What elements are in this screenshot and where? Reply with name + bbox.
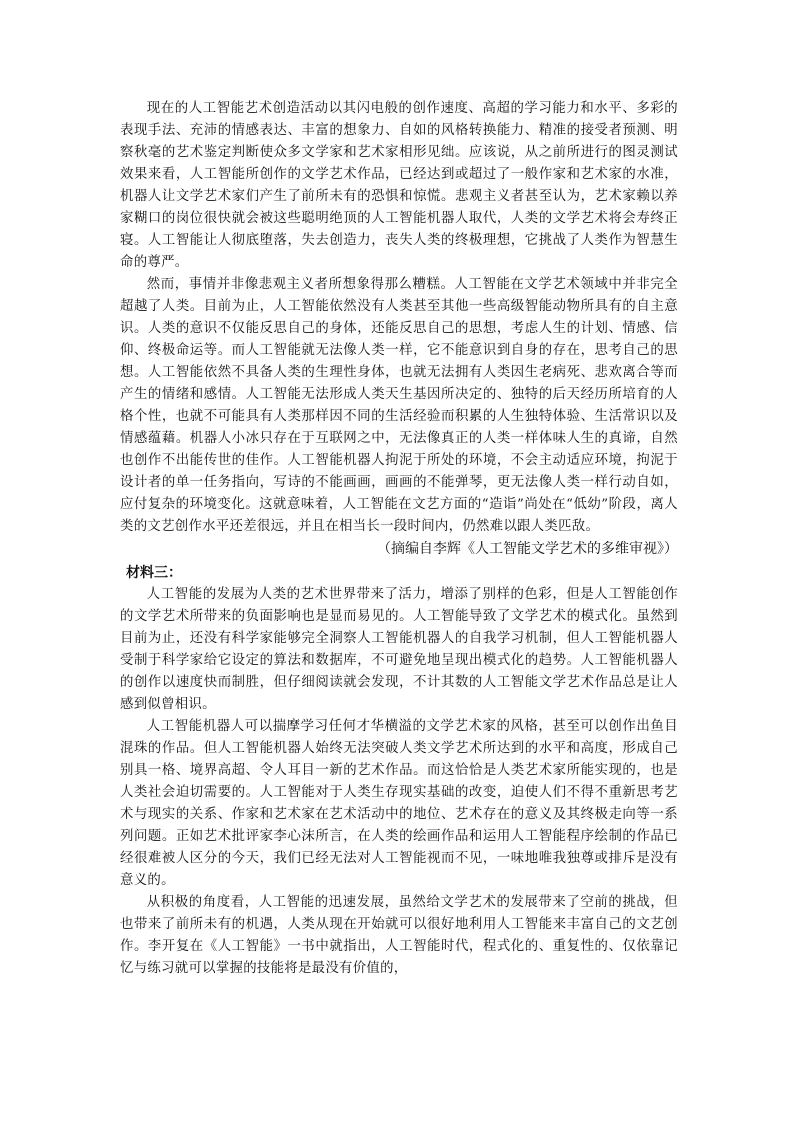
section-heading: 材料三： xyxy=(126,565,182,581)
paragraph: 现在的人工智能艺术创造活动以其闪电般的创作速度、高超的学习能力和水平、多彩的表现手法、充沛的情感表达、丰富的想象力、自如的风格转换能力、精准的接受者预测、明察秋毫的艺术鉴定判断使众多文学家和艺术家相形见绌。应该说，从之前所进行的图灵测试效果来看，人工智能所创作的文学艺术作品，已经达到或超过了一般作家和艺术家的水准，机器人让文学艺术家们产生了前所未有的恐惧和惊慌。悲观主义者甚至认为，艺术家赖以养家糊口的岗位很快就会被这些聪明绝顶的人工智能机器人取代，人类的文学艺术将会寿终正寝。人工智能让人彻底堕落，失去创造力，丧失人类的终极理想，它挑战了人类作为智慧生命的尊严。 xyxy=(120,101,678,270)
document-page xyxy=(120,98,678,980)
paragraph: 人工智能的发展为人类的艺术世界带来了活力，增添了别样的色彩，但是人工智能创作的文学艺术所带来的负面影响也是显而易见的。人工智能导致了文学艺术的模式化。虽然到目前为止，还没有科学家能够完全洞察人工智能机器人的自我学习机制，但人工智能机器人受制于科学家给它设定的算法和数据库，不可避免地呈现出模式化的趋势。人工智能机器人的创作以速度快而制胜，但仔细阅读就会发现，不计其数的人工智能文学艺术作品总是让人感到似曾相识。 xyxy=(120,587,678,712)
paragraph: 然而，事情并非像悲观主义者所想象得那么糟糕。人工智能在文学艺术领域中并非完全超越了人类。目前为止，人工智能依然没有人类甚至其他一些高级智能动物所具有的自主意识。人类的意识不仅能反思自己的身体，还能反思自己的思想，考虑人生的计划、情感、信仰、终极命运等。而人工智能就无法像人类一样，它不能意识到自身的存在，思考自己的思想。人工智能依然不具备人类的生理性身体，也就无法拥有人类因生老病死、悲欢离合等而产生的情绪和感情。人工智能无法形成人类天生基因所决定的、独特的后天经历所培育的人格个性，也就不可能具有人类那样因不同的生活经验而积累的人生独特体验、生活常识以及情感蕴藉。机器人小冰只存在于互联网之中，无法像真正的人类一样体味人生的真谛，自然也创作不出能传世的佳作。人工智能机器人拘泥于所处的环境，不会主动适应环境，拘泥于设计者的单一任务指向，写诗的不能画画，画画的不能弹琴，更无法像人类一样行动自如，应付复杂的环境变化。这就意味着，人工智能在文艺方面的“造诣”尚处在“低幼”阶段，离人类的文艺创作水平还差很远，并且在相当长一段时间内，仍然难以跟人类匹敌。 xyxy=(120,277,678,534)
paragraph: 从积极的角度看，人工智能的迅速发展，虽然给文学艺术的发展带来了空前的挑战，但也带来了前所未有的机遇，人类从现在开始就可以很好地利用人工智能来丰富自己的文艺创作。李开复在《人工智能》一书中就指出，人工智能时代，程式化的、重复性的、仅依靠记忆与练习就可以掌握的技能将是最没有价值的， xyxy=(120,895,678,976)
source-citation: （摘编自李辉《人工智能文学艺术的多维审视》） xyxy=(377,541,678,557)
paragraph: 人工智能机器人可以揣摩学习任何才华横溢的文学艺术家的风格，甚至可以创作出鱼目混珠的作品。但人工智能机器人始终无法突破人类文学艺术所达到的水平和高度，形成自己别具一格、境界高超、令人耳目一新的艺术作品。而这恰恰是人类艺术家所能实现的，也是人类社会迫切需要的。人工智能对于人类生存现实基础的改变，迫使人们不得不重新思考艺术与现实的关系、作家和艺术家在艺术活动中的地位、艺术存在的意义及其终极走向等一系列问题。正如艺术批评家李心沫所言，在人类的绘画作品和运用人工智能程序绘制的作品已经很难被人区分的今天，我们已经无法对人工智能视而不见，一味地唯我独尊或排斥是没有意义的。 xyxy=(120,719,678,888)
